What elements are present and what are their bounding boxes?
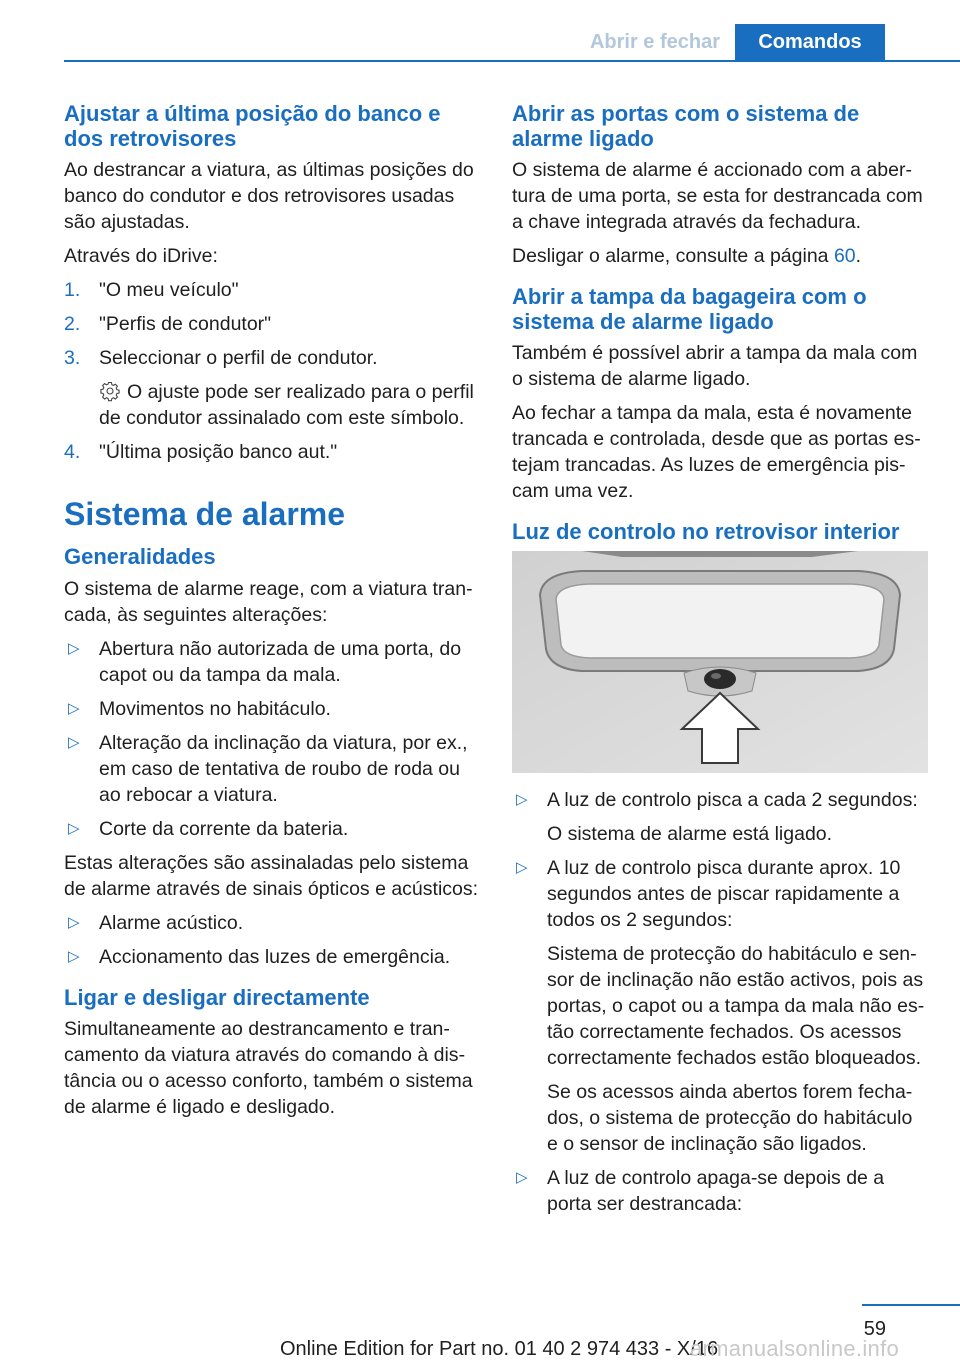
chapter-tab: Comandos xyxy=(735,24,885,61)
paragraph-signals: Estas alterações são assinaladas pelo sistema de alarme através de sinais ópticos e acústicos: xyxy=(64,851,479,900)
right-column xyxy=(512,102,928,1225)
step-text: Seleccionar o perfil de condutor. xyxy=(99,347,378,369)
change-text: Corte da corrente da bateria. xyxy=(99,817,349,840)
triangle-right-icon: ▷ xyxy=(516,790,528,808)
gear-icon xyxy=(99,380,121,402)
paragraph-doors: O sistema de alarme é accionado com a abertura de uma porta, se esta for destrancada com a chave integrada através da fechadura. xyxy=(512,159,923,233)
triangle-right-icon: ▷ xyxy=(68,699,80,717)
indicator-note: Sistema de protecção do habitáculo e sensor de inclinação não estão activos, pois as portas, o capot ou a tampa da mala não estão correctamente fechados. Os acessos correctamente fechados estão bloqueados. xyxy=(547,942,925,1069)
indicator-item xyxy=(512,787,928,813)
paragraph-direct: Simultaneamente ao destrancamento e trancamento da viatura através do comando à distância ou o acesso conforto, também o sistema de alarme é ligado e desligado. xyxy=(64,1018,473,1118)
triangle-right-icon: ▷ xyxy=(516,1168,528,1186)
indicator-item xyxy=(512,855,928,933)
triangle-right-icon: ▷ xyxy=(68,913,80,931)
signal-item xyxy=(64,944,480,970)
change-item xyxy=(64,636,480,688)
paragraph-trunk-2: Ao fechar a tampa da mala, esta é novamente trancada e controlada, desde que as portas estejam trancadas. As luzes de emergência piscam uma vez. xyxy=(512,402,921,502)
heading-general: Generalidades xyxy=(64,544,216,569)
paragraph-unlock: Ao destrancar a viatura, as últimas posições do banco do condutor e dos retrovisores usadas são ajustadas. xyxy=(64,159,474,233)
page-link[interactable]: 60 xyxy=(833,245,856,267)
heading-indicator: Luz de controlo no retrovisor interior xyxy=(512,519,900,544)
step-item xyxy=(64,277,480,303)
triangle-right-icon: ▷ xyxy=(68,733,80,751)
step-number: 4. xyxy=(64,441,81,463)
step-number: 2. xyxy=(64,313,81,335)
signal-item xyxy=(64,910,480,936)
step-text: "O meu veículo" xyxy=(99,279,239,301)
disable-alarm-text: Desligar o alarme, consulte a página xyxy=(512,245,829,267)
indicator-text: A luz de controlo apaga-se depois de a porta ser destrancada: xyxy=(547,1166,885,1215)
heading-doors-alarm: Abrir as portas com o sistema de alarme ligado xyxy=(512,101,860,151)
indicator-item xyxy=(512,1165,928,1217)
header-tabs xyxy=(575,24,885,61)
indicator-text: A luz de controlo pisca a cada 2 segundos: xyxy=(547,788,918,811)
triangle-right-icon: ▷ xyxy=(68,819,80,837)
section-tab: Abrir e fechar xyxy=(589,31,721,53)
indicator-note: O sistema de alarme está ligado. xyxy=(547,822,833,845)
paragraph-idrive: Através do iDrive: xyxy=(64,245,218,267)
heading-direct-switch: Ligar e desligar directamente xyxy=(64,984,370,1010)
heading-last-position: Ajustar a última posição do banco e dos retrovisores xyxy=(64,101,441,151)
heading-trunk-alarm: Abrir a tampa da bagageira com o sistema de alarme ligado xyxy=(512,284,867,334)
paragraph-disable-alarm xyxy=(512,243,928,269)
step3-note-text: O ajuste pode ser realizado para o perfil de condutor assinalado com este símbolo. xyxy=(99,381,474,429)
step-item xyxy=(64,345,480,371)
signal-text: Accionamento das luzes de emergência. xyxy=(99,945,451,968)
left-column xyxy=(64,102,480,1128)
triangle-right-icon: ▷ xyxy=(68,639,80,657)
step-text: "Perfis de condutor" xyxy=(99,313,272,335)
watermark: armanualsonline.info xyxy=(690,1336,900,1361)
step-item xyxy=(64,439,480,465)
disable-alarm-period: . xyxy=(855,245,862,267)
rearview-mirror-figure xyxy=(512,551,928,773)
indicator-text: A luz de controlo pisca durante aprox. 10 segundos antes de piscar rapidamente a todos os 2 segundos: xyxy=(547,856,901,931)
step-number: 3. xyxy=(64,347,81,369)
step-text: "Última posição banco aut." xyxy=(99,441,338,463)
change-item xyxy=(64,696,480,722)
step-item xyxy=(64,311,480,337)
header-rule xyxy=(64,60,960,62)
change-text: Abertura não autorizada de uma porta, do capot ou da tampa da mala. xyxy=(99,637,462,686)
footer-rule xyxy=(862,1304,960,1306)
indicator-note: Se os acessos ainda abertos forem fechados, o sistema de protecção do habitáculo e o sensor de inclinação são ligados. xyxy=(547,1080,913,1155)
change-item xyxy=(64,816,480,842)
triangle-right-icon: ▷ xyxy=(516,858,528,876)
heading-alarm-system: Sistema de alarme xyxy=(64,496,346,532)
page-number: 59 xyxy=(863,1318,886,1340)
step3-note xyxy=(99,379,480,431)
change-item xyxy=(64,730,480,808)
change-text: Alteração da inclinação da viatura, por ex., em caso de tentativa de roubo de roda ou ao rebocar a viatura. xyxy=(99,731,468,806)
paragraph-trunk-1: Também é possível abrir a tampa da mala com o sistema de alarme ligado. xyxy=(512,342,918,390)
paragraph-general: O sistema de alarme reage, com a viatura trancada, às seguintes alterações: xyxy=(64,577,473,626)
change-text: Movimentos no habitáculo. xyxy=(99,697,331,720)
step-number: 1. xyxy=(64,279,81,301)
signal-text: Alarme acústico. xyxy=(99,911,244,934)
edition-note: Online Edition for Part no. 01 40 2 974 433 - X/16 xyxy=(280,1338,719,1360)
triangle-right-icon: ▷ xyxy=(68,947,80,965)
